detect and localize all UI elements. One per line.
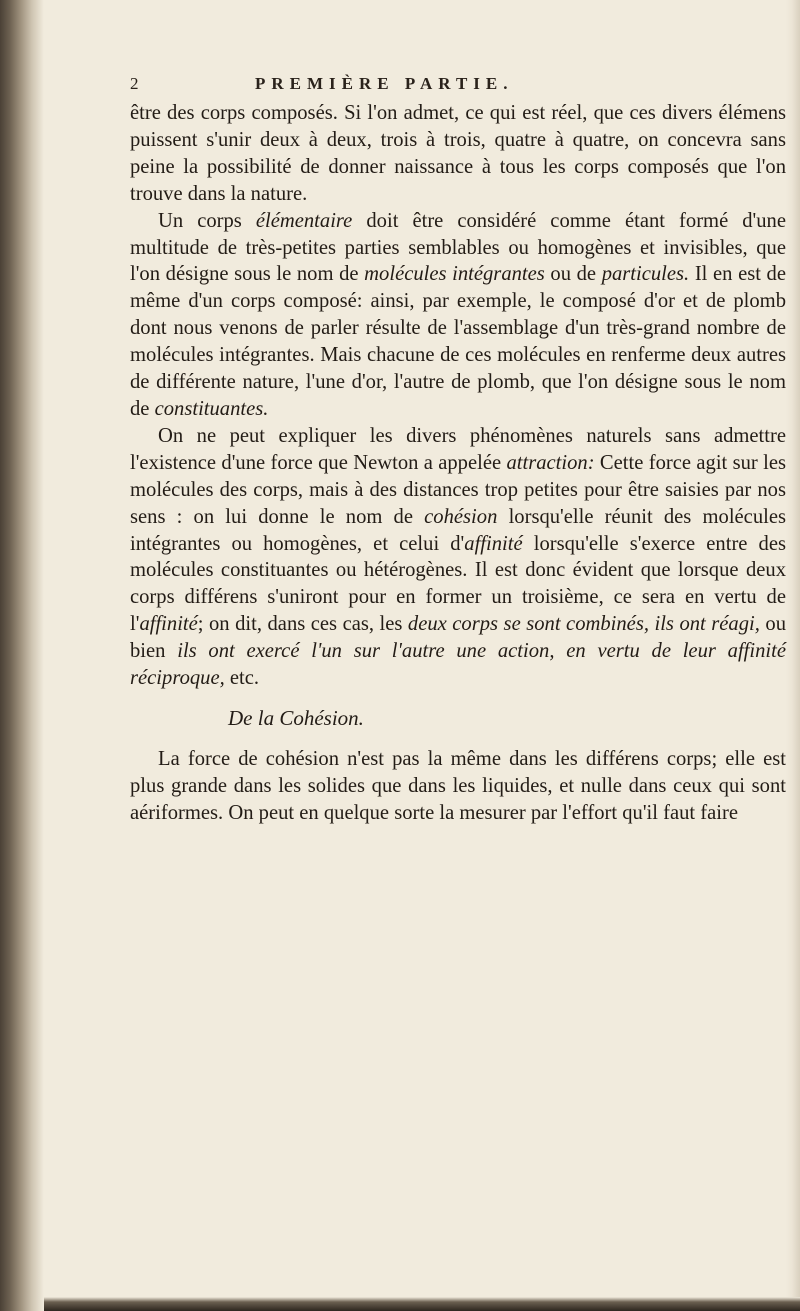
- page-number: 2: [130, 74, 145, 93]
- italic-text: constituantes.: [154, 397, 269, 420]
- text-run: ou de: [544, 263, 602, 286]
- text-run: être des corps composés. Si l'on admet, ce qui est réel, que ces divers élémens puissent s'unir deux à deux, trois à trois, quatre à quatre, on concevra sans peine la possibilité de donner naissance à tous les corps composés que l'on trouve dans la nature.: [130, 102, 786, 205]
- text-run: Cette force agit sur les molécules des corps, mais à des distances trop petites pour être saisies par nos sens : on lui donne le nom de: [130, 451, 787, 528]
- paragraph: [130, 100, 786, 208]
- page-edge: [786, 0, 800, 1311]
- paragraph: [130, 746, 786, 827]
- italic-text: affinité: [464, 532, 523, 555]
- italic-text: affinité: [139, 613, 198, 636]
- bottom-edge: [44, 1297, 800, 1311]
- text-run: lorsqu'elle réunit des molécules intégrantes ou homogènes, et celui d': [130, 505, 786, 555]
- italic-text: particules.: [601, 263, 690, 286]
- italic-text: ils ont exercé l'un sur l'autre une action, en vertu de leur affinité réciproque,: [130, 640, 786, 690]
- text-run: ; on dit, dans ces cas, les: [197, 613, 408, 636]
- binding-shadow: [0, 0, 44, 1311]
- text-run: Il en est de même d'un corps composé: ainsi, par exemple, le composé d'or et de plomb dont nous venons de parler résulte de l'assemblage d'un très-grand nombre de molécules intégrantes. Mais chacune de ces molécules en renferme deux autres de différente nature, l'une d'or, l'autre de plomb, que l'on désigne sous le nom de: [130, 263, 786, 420]
- body-text: [130, 100, 786, 827]
- text-run: ou bien: [130, 613, 787, 663]
- italic-text: deux corps se sont combinés, ils ont réagi,: [407, 613, 760, 636]
- text-run: On ne peut expliquer les divers phénomènes naturels sans admettre l'existence d'une force que Newton a appelée: [130, 424, 786, 474]
- paragraph: [130, 423, 786, 692]
- paragraph: [130, 208, 786, 423]
- section-title: De la Cohésion.: [228, 705, 364, 730]
- italic-text: attraction:: [506, 451, 595, 474]
- running-title: PREMIÈRE PARTIE.: [255, 74, 514, 93]
- italic-text: molécules intégrantes: [364, 263, 545, 286]
- text-run: doit être considéré comme étant formé d'une multitude de très-petites parties semblables ou homogènes et invisibles, que l'on désigne sous le nom de: [130, 209, 786, 286]
- text-run: La force de cohésion n'est pas la même dans les différens corps; elle est plus grande dans les solides que dans les liquides, et nulle dans ceux qui sont aériformes. On peut en quelque sorte la mesurer par l'effort qu'il faut faire: [130, 747, 786, 824]
- book-page: [130, 70, 786, 827]
- paragraph-block: [130, 746, 786, 827]
- text-run: lorsqu'elle s'exerce entre des molécules constituantes ou hétérogènes. Il est donc évident que lorsque deux corps différens s'uniront pour en former un troisième, ce sera en vertu de l': [130, 532, 786, 636]
- paragraph-block: [130, 100, 786, 692]
- italic-text: cohésion: [424, 505, 498, 528]
- page-header: [130, 70, 786, 100]
- text-run: Un corps: [158, 209, 256, 232]
- italic-text: élémentaire: [255, 209, 353, 232]
- text-run: etc.: [224, 667, 260, 690]
